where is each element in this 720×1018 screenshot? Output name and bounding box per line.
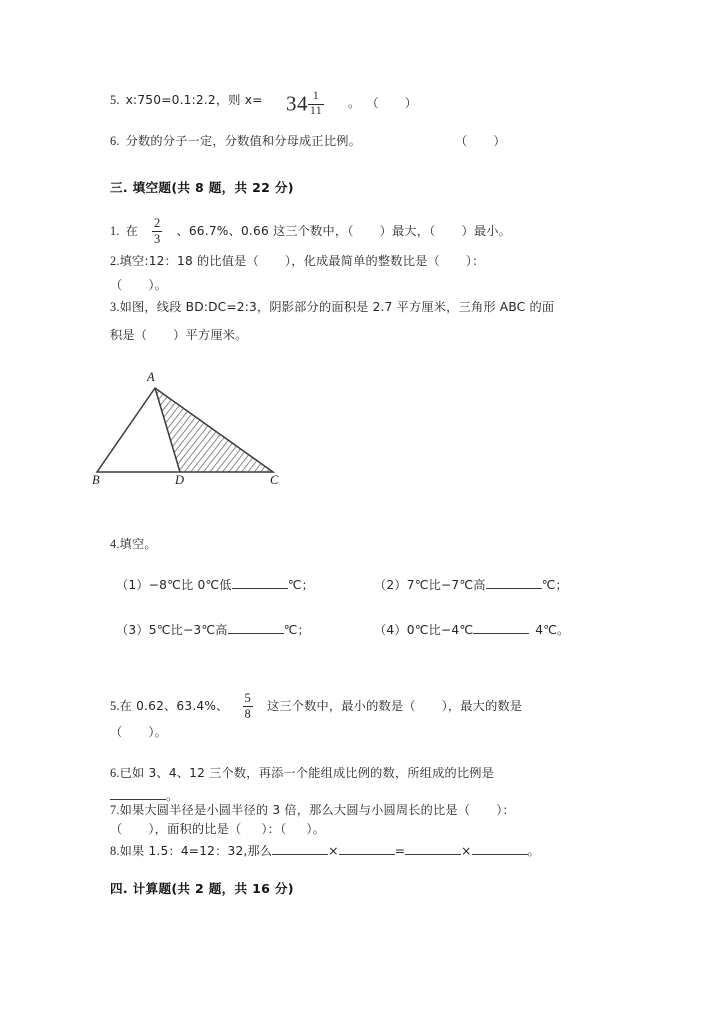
item-text-end: 。 <box>527 844 540 858</box>
fill-item-4-title <box>110 536 157 552</box>
fraction-denominator: 8 <box>244 706 251 721</box>
section-three-title: 三. 填空题(共 8 题，共 22 分) <box>110 180 294 195</box>
mixed-fraction <box>308 91 324 117</box>
mixed-whole: 34 <box>286 91 308 116</box>
item-text: 已如 3、4、12 三个数，再添一个能组成比例的数，所组成的比例是 <box>119 766 495 780</box>
item-text-b: ）平方厘米。 <box>173 328 248 342</box>
answer-blank[interactable] <box>486 577 542 589</box>
answer-blank[interactable] <box>472 843 528 855</box>
fill-item-7-line1 <box>110 802 515 818</box>
question-tf-6 <box>110 133 361 149</box>
item-text-a: 在 <box>125 223 139 238</box>
question-tf-5-answer-box <box>348 95 417 111</box>
item-text-b: ），面积的比是（ <box>148 822 242 836</box>
item-text-suffix: 。 <box>166 789 179 803</box>
sub-label: （4） <box>374 623 407 637</box>
question-text: 分数的分子一定，分数值和分母成正比例。 <box>125 134 361 148</box>
sub-text-after: ℃； <box>283 623 310 637</box>
triangle-figure-abc <box>78 372 308 497</box>
answer-blank[interactable] <box>228 622 284 634</box>
item-text-a: （ <box>110 278 123 292</box>
item-text-a: （ <box>110 725 123 739</box>
item-number: 4. <box>110 537 120 551</box>
vertex-label-b: B <box>92 473 100 487</box>
item-number: 2. <box>110 254 120 268</box>
vertex-label-a: A <box>147 370 155 384</box>
item-text-c: ）： <box>465 254 485 268</box>
item-text-a: 如果大圆半径是小圆半径的 3 倍，那么大圆与小圆周长的比是（ <box>119 803 471 817</box>
fraction-denominator: 11 <box>310 104 323 117</box>
question-tf-6-answer-box <box>455 133 506 149</box>
fraction-numerator: 2 <box>154 216 161 230</box>
question-text: x:750=0.1:2.2，则 x= <box>125 93 263 107</box>
sub-text-before: −8℃比 0℃低 <box>148 578 232 592</box>
sub-text-before: 7℃比−7℃高 <box>406 578 486 592</box>
item-text: 如图，线段 BD:DC=2:3，阴影部分的面积是 2.7 平方厘米，三角形 ABC 的面 <box>119 300 555 314</box>
answer-paren-close: ） <box>493 134 506 148</box>
mixed-number-answer <box>286 90 324 117</box>
answer-blank[interactable] <box>232 577 288 589</box>
item-text-d: ）最小。 <box>461 223 511 238</box>
sub-text-after: ℃； <box>541 578 568 592</box>
item-number: 5. <box>110 698 120 713</box>
fill-item-2-line2 <box>110 277 167 293</box>
fraction-denominator: 3 <box>154 231 161 246</box>
item-number: 6. <box>110 766 120 780</box>
question-number: 6. <box>110 134 120 148</box>
fraction-two-thirds <box>152 217 162 245</box>
item-text-c: ），最大的数是 <box>441 698 523 713</box>
item-number: 7. <box>110 803 120 817</box>
item-text-b: ）： <box>496 803 515 817</box>
sub-text-before: 0℃比−4℃ <box>406 623 474 637</box>
item-text-a: （ <box>110 822 123 836</box>
period-mark: 。 <box>348 96 361 110</box>
item-text-b: ）。 <box>148 725 168 739</box>
answer-blank[interactable] <box>339 843 395 855</box>
fill-item-5-line2 <box>110 724 167 740</box>
fill-item-1 <box>110 218 511 246</box>
sub-text-before: 5℃比−3℃高 <box>148 623 228 637</box>
fill-item-4-sub-2 <box>374 577 568 593</box>
multiply-sign-1: × <box>328 844 339 858</box>
sub-label: （2） <box>374 578 407 592</box>
item-text-b: ）。 <box>148 278 168 292</box>
item-text: 填空。 <box>119 537 157 551</box>
vertex-label-d: D <box>175 473 185 487</box>
fraction-numerator: 1 <box>312 90 320 103</box>
answer-blank[interactable] <box>272 843 328 855</box>
sub-text-after: 4℃。 <box>535 623 570 637</box>
question-number: 5. <box>110 93 120 107</box>
sub-text-after: ℃； <box>287 578 314 592</box>
item-number: 8. <box>110 844 120 858</box>
answer-paren-open: （ <box>455 134 468 148</box>
fill-item-4-sub-1 <box>116 577 314 593</box>
answer-blank[interactable] <box>473 622 529 634</box>
item-text-b: 这三个数中，最小的数是（ <box>266 698 416 713</box>
fill-item-2-line1 <box>110 253 485 269</box>
sub-label: （1） <box>116 578 149 592</box>
answer-blank[interactable] <box>110 788 166 800</box>
fill-item-4-sub-4 <box>374 622 569 638</box>
item-text-a: 在 0.62、63.4%、 <box>119 698 229 713</box>
item-text-c: ）：（ <box>261 822 287 836</box>
item-number: 1. <box>110 223 120 238</box>
fill-item-5-line1 <box>110 693 522 721</box>
fill-item-7-line2 <box>110 821 325 837</box>
answer-blank[interactable] <box>405 843 461 855</box>
sub-label: （3） <box>116 623 149 637</box>
fill-item-3-line2 <box>110 327 248 343</box>
fill-item-4-sub-3 <box>116 622 310 638</box>
question-tf-5 <box>110 92 263 108</box>
item-text-a: 积是（ <box>110 328 148 342</box>
multiply-sign-2: × <box>461 844 472 858</box>
item-text-c: ）最大，（ <box>379 223 436 238</box>
answer-paren-close: ） <box>404 96 418 110</box>
item-text-a: 填空:12：18 的比值是（ <box>119 254 259 268</box>
item-text-b: ），化成最简单的整数比是（ <box>284 254 440 268</box>
fill-item-8 <box>110 843 540 859</box>
section-four-title: 四. 计算题(共 2 题，共 16 分) <box>110 881 294 896</box>
equals-sign: = <box>394 844 406 858</box>
fraction-numerator: 5 <box>244 691 251 705</box>
fraction-five-eighths <box>243 692 253 720</box>
item-text-d: ）。 <box>306 822 326 836</box>
item-text-a: 如果 1.5：4=12：32,那么 <box>119 844 273 858</box>
fill-item-3-line1 <box>110 299 554 315</box>
item-number: 3. <box>110 300 120 314</box>
vertex-label-c: C <box>270 473 279 487</box>
answer-paren-open: （ <box>366 96 379 110</box>
fill-item-6-line1 <box>110 765 494 781</box>
item-text-b: 、66.7%、0.66 这三个数中，（ <box>176 223 354 238</box>
